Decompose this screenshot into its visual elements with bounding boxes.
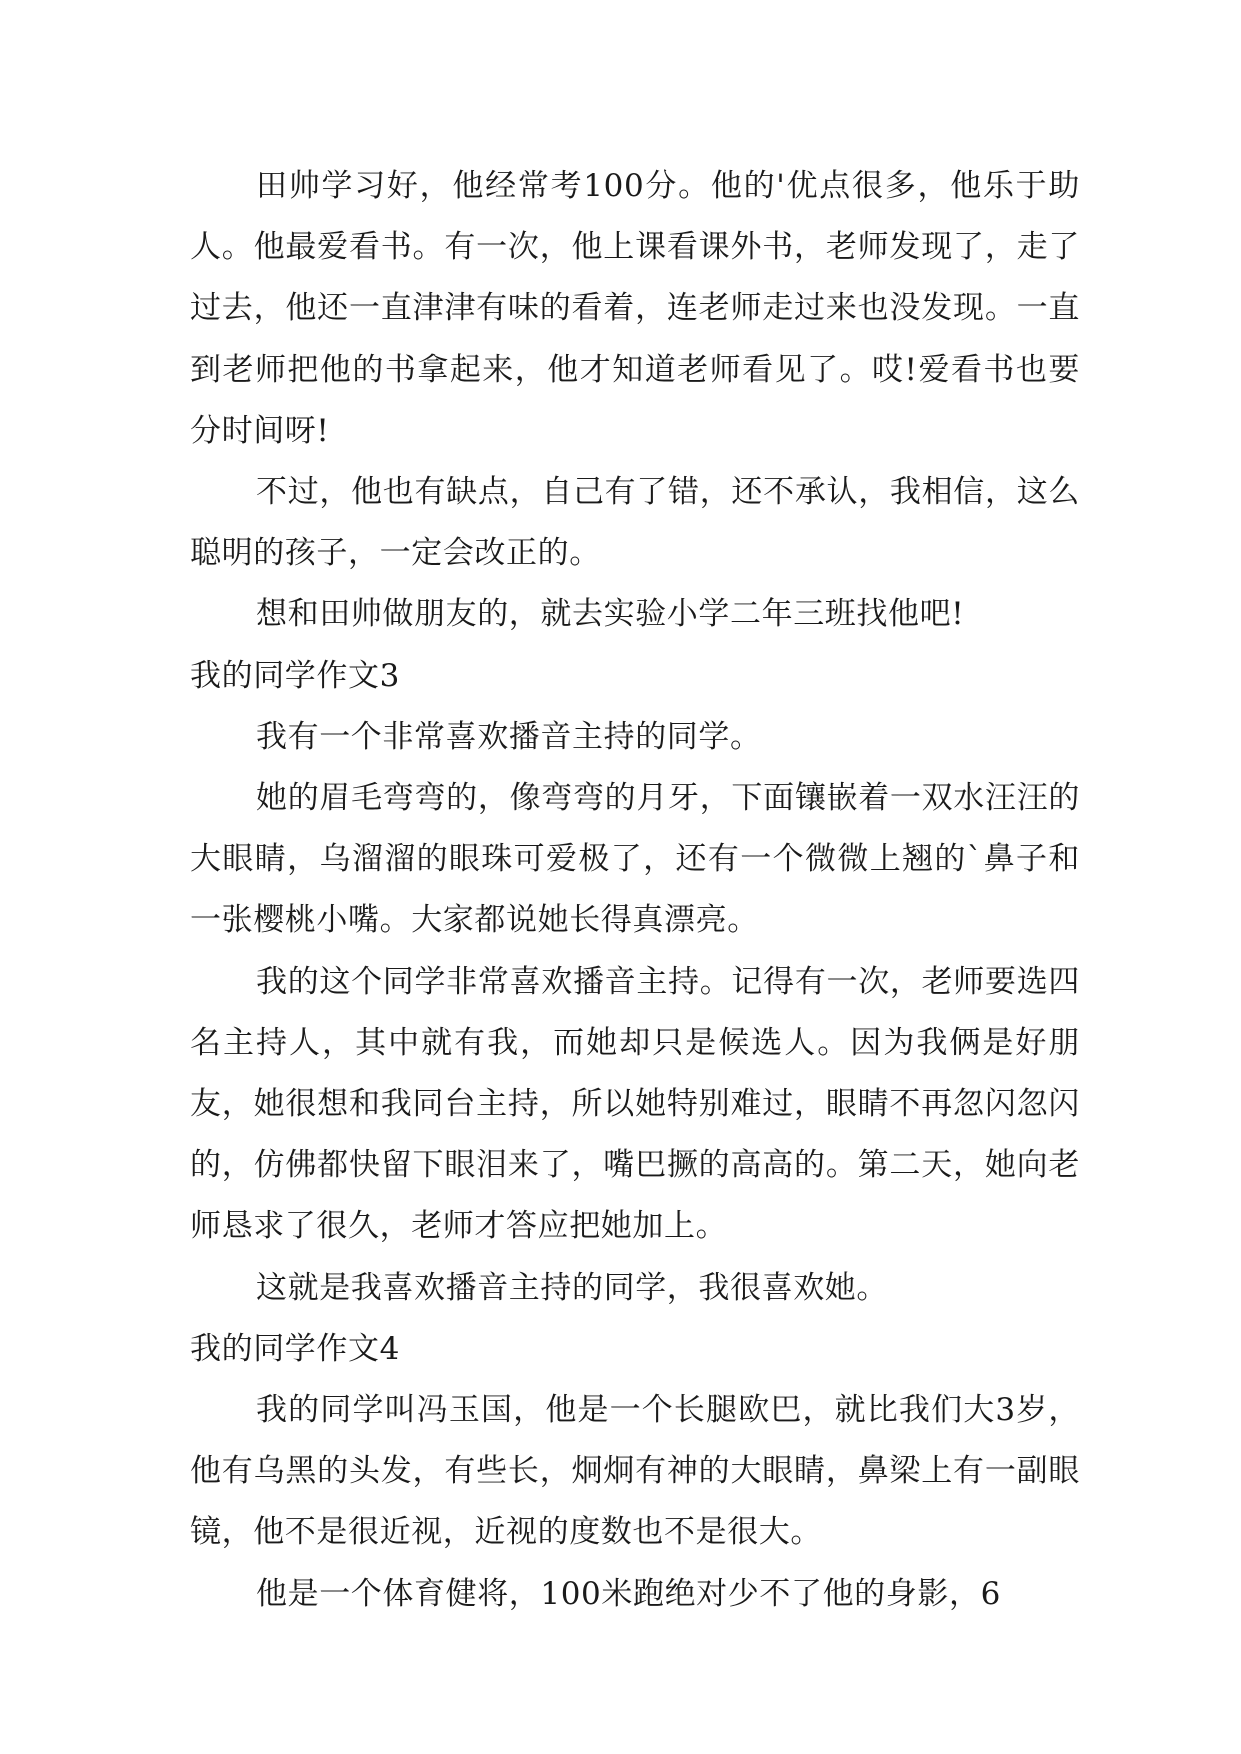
paragraph: 我有一个非常喜欢播音主持的同学。 (256, 718, 762, 755)
paragraph: 我的同学叫冯玉国，他是一个长腿欧巴，就比我们大3岁，他有乌黑的头发，有些长，炯炯有神的大眼睛，鼻梁上有一副眼镜，他不是很近视，近视的度数也不是很大。 (190, 1392, 1080, 1551)
paragraph: 我的这个同学非常喜欢播音主持。记得有一次，老师要选四名主持人，其中就有我，而她却只是候选人。因为我俩是好朋友，她很想和我同台主持，所以她特别难过，眼睛不再忽闪忽闪的，仿佛都快留下眼泪来了，嘴巴撅的高高的。第二天，她向老师恳求了很久，老师才答应把她加上。 (190, 963, 1080, 1245)
paragraph: 他是一个体育健将，100米跑绝对少不了他的身影，6 (256, 1575, 1001, 1612)
document-body (190, 156, 1080, 1625)
paragraph: 她的眉毛弯弯的，像弯弯的月牙，下面镶嵌着一双水汪汪的大眼睛，乌溜溜的眼珠可爱极了，还有一个微微上翘的`鼻子和一张樱桃小嘴。大家都说她长得真漂亮。 (190, 780, 1080, 939)
paragraph: 想和田帅做朋友的，就去实验小学二年三班找他吧! (256, 596, 965, 633)
paragraph: 这就是我喜欢播音主持的同学，我很喜欢她。 (256, 1269, 888, 1306)
paragraph: 田帅学习好，他经常考100分。他的'优点很多，他乐于助人。他最爱看书。有一次，他上课看课外书，老师发现了，走了过去，他还一直津津有味的看着，连老师走过来也没发现。一直到老师把他的书拿起来，他才知道老师看见了。哎!爱看书也要分时间呀! (190, 168, 1080, 449)
paragraph: 不过，他也有缺点，自己有了错，还不承认，我相信，这么聪明的孩子，一定会改正的。 (190, 474, 1080, 572)
section-heading: 我的同学作文3 (190, 657, 400, 694)
section-heading: 我的同学作文4 (190, 1330, 400, 1367)
